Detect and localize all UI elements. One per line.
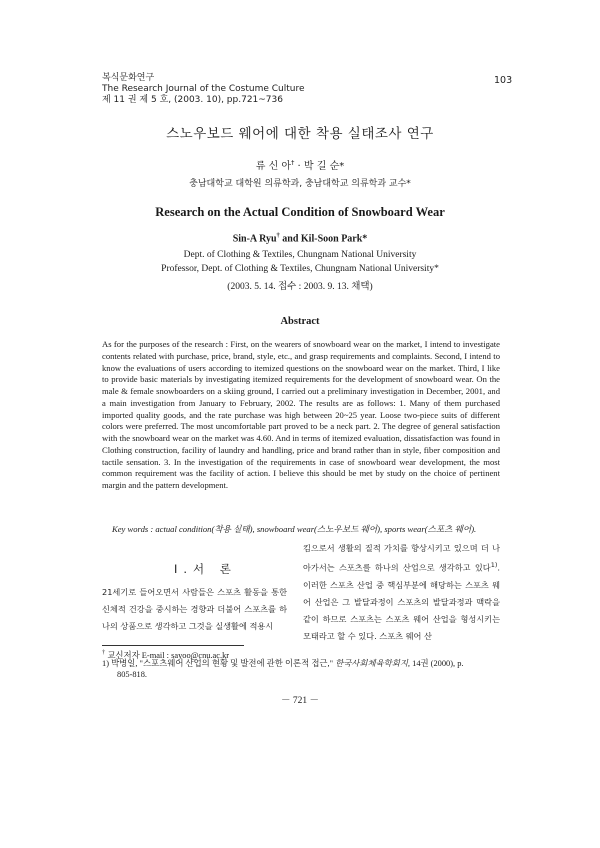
volume-info: 제 11 권 제 5 호, (2003. 10), pp.721~736 [102, 95, 283, 105]
affiliation-en-1: Dept. of Clothing & Textiles, Chungnam National University [183, 250, 417, 260]
english-title: Research on the Actual Condition of Snowboard Wear [155, 205, 445, 219]
corresponding-email: 교신저자 E-mail : sayoo@cnu.ac.kr [105, 650, 230, 660]
footnote-reference-1 [102, 658, 507, 680]
corresponding-mark-en: † [276, 232, 280, 239]
page-number-top: 103 [494, 75, 513, 86]
author-2-kr: 박 길 순* [303, 161, 345, 172]
author-1-kr: 류 신 아 [255, 161, 292, 172]
abstract-heading: Abstract [280, 316, 320, 327]
keywords: Key words : actual condition(착용 실태), snowboard wear(스노우보드 웨어), sports wear(스포츠 웨어). [112, 524, 477, 534]
body-right-part-1: 킴으로서 생활의 질적 가치를 향상시키고 있으며 더 나아가서는 스포츠를 하나의 산업으로 생각하고 있다 [303, 543, 500, 573]
body-right-part-2: . 이러한 스포츠 산업 중 핵심부분에 해당하는 스포츠 웨어 산업은 그 발달과정이 스포츠의 발달과정과 맥락을 같이 하므로 스포츠는 스포츠 웨어 산업을 형성시키는 모태라고 할 수 있다. 스포츠 웨어 산 [303, 562, 500, 641]
footnote-ref-1: 1) [490, 561, 498, 569]
korean-title: 스노우보드 웨어에 대한 착용 실태조사 연구 [166, 126, 434, 142]
received-accepted-dates: (2003. 5. 14. 접수 : 2003. 9. 13. 채택) [227, 282, 373, 292]
footnote-ref-text-b: 14권 (2000), p. [410, 659, 464, 668]
footnote-pages: 805-818. [117, 670, 148, 679]
page-number-bottom: － 721 － [280, 696, 319, 706]
footnote-dagger: † [102, 649, 106, 656]
body-text-right-column [303, 540, 500, 645]
author-separator: · [294, 161, 304, 172]
korean-authors [0, 157, 600, 172]
corresponding-mark: † [291, 158, 295, 167]
footnote-ref-text-a: 박병일, "스포츠웨어 산업의 현황 및 발전에 관한 이론적 접근," [108, 659, 336, 668]
abstract-body: As for the purposes of the research : First, on the wearers of snowboard wear on the market, I intend to investigate contents related with purchase, price, brand, style, etc., and grasp requirements and complaints. Second, I intend to know the evaluations of users according to itemized questions on the snowboard wear on the market. Third, I like to provide basic materials by investigating itemized requirements for the development of snowboard wear. On the male & female snowboarders on a skiing ground, I carried out a preliminary investigation in December, 2001, and a main investigation from January to February, 2002. The results are as follows: 1. Many of them purchased imported quality goods, and the rate purchase was high between 20~25 year. Loose two-piece suits of different colors were preferred. The most uncomfortable part proved to be a neck part. 2. The degree of general satisfaction with the snowboard wear on the market was 4.60. And in terms of itemized evaluation, dissatisfaction was found in Clothing construction, facility of laundry and handling, price and brand rather than in style, fiber composition and tactile sensation. 3. In the investigation of the requirements in case of snowboard wear development, the most common requirement was the facility of action. I believe this should be met by study on the choice of pertinent margin and the pattern development. [102, 339, 500, 490]
author-2-en: and Kil-Soon Park* [279, 233, 368, 245]
footnote-journal: 한국사회체육학회지, [335, 659, 411, 668]
author-1-en: Sin-A Ryu [232, 233, 277, 245]
journal-name-en: The Research Journal of the Costume Culture [102, 84, 305, 94]
korean-affiliation: 충남대학교 대학원 의류학과, 충남대학교 의류학과 교수* [189, 179, 411, 189]
footnote-divider [102, 645, 244, 646]
affiliation-en-2: Professor, Dept. of Clothing & Textiles, Chungnam National University* [161, 264, 439, 274]
journal-header [102, 73, 305, 106]
english-authors [0, 232, 600, 244]
footnote-number: 1) [102, 659, 109, 668]
section-heading-introduction: Ⅰ.서 론 [174, 562, 237, 576]
body-text-left-column: 21세기로 들어오면서 사람들은 스포츠 활동을 통한 신체적 건강을 중시하는 경향과 더불어 스포츠를 하나의 상품으로 생각하고 그것을 실생활에 적용시 [102, 587, 287, 631]
journal-name-kr: 복식문화연구 [102, 73, 155, 83]
